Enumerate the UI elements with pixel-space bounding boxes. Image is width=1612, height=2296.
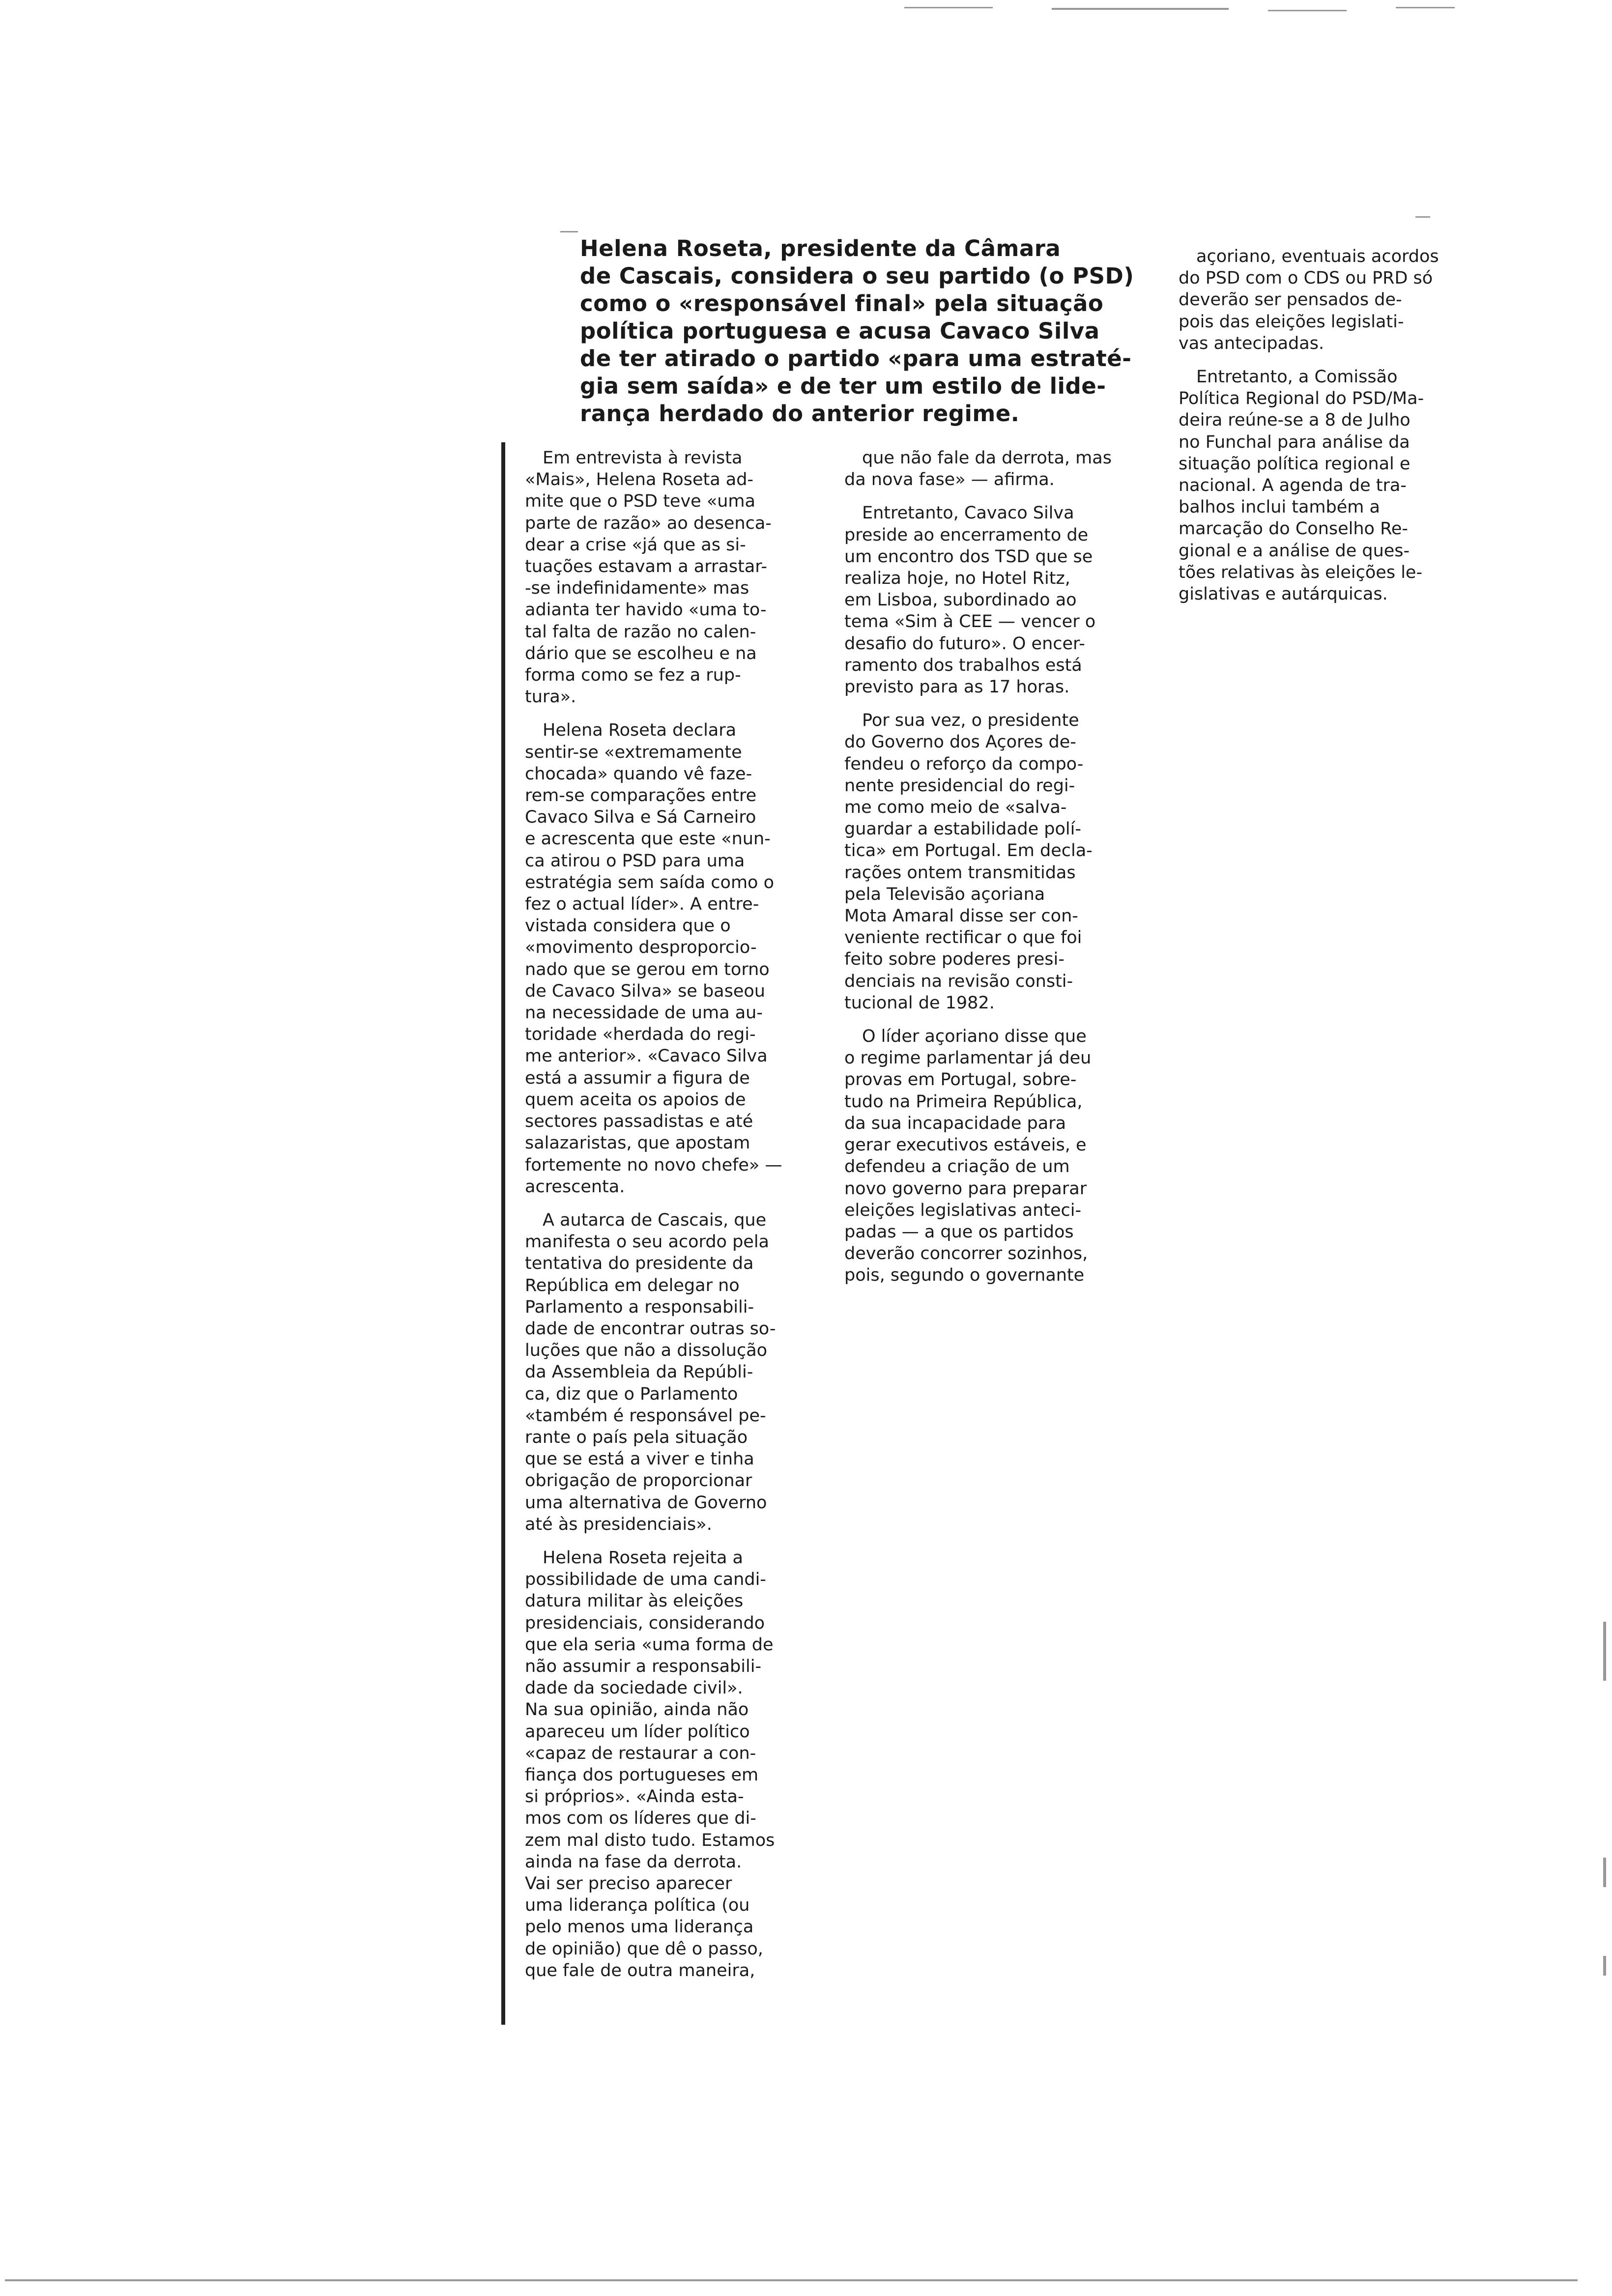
article-column-1	[525, 447, 820, 1981]
paragraph	[844, 1026, 1149, 1286]
text-line: parte de razão» ao desenca-	[525, 513, 772, 533]
text-line: vistada considera que o	[525, 916, 731, 936]
text-line: me como meio de «salva-	[844, 798, 1067, 818]
headline-line: gia sem saída» e de ter um estilo de lide-	[580, 373, 1106, 399]
text-line: possibilidade de uma candi-	[525, 1570, 766, 1590]
article-column-3	[1179, 246, 1473, 605]
text-line: tentativa do presidente da	[525, 1254, 754, 1274]
scan-noise	[5, 2279, 1578, 2281]
scan-noise	[904, 7, 993, 8]
text-line: tudo na Primeira República,	[844, 1091, 1083, 1112]
text-line: datura militar às eleições	[525, 1591, 744, 1611]
text-line: desafio do futuro». O encer-	[844, 633, 1085, 654]
text-line: Helena Roseta declara	[543, 720, 737, 741]
scan-noise	[1396, 7, 1455, 8]
text-line: zem mal disto tudo. Estamos	[525, 1830, 775, 1850]
text-line: Entretanto, a Comissão	[1196, 367, 1398, 387]
text-line: veniente rectificar o que foi	[844, 928, 1082, 948]
text-line: pois das eleições legislati-	[1179, 312, 1404, 332]
text-line: manifesta o seu acordo pela	[525, 1232, 770, 1252]
text-line: Parlamento a responsabili-	[525, 1297, 754, 1317]
text-line: dário que se escolheu e na	[525, 643, 757, 663]
text-line: guardar a estabilidade polí-	[844, 819, 1081, 839]
text-line: denciais na revisão consti-	[844, 971, 1073, 991]
text-line: rem-se comparações entre	[525, 786, 757, 806]
text-line: provas em Portugal, sobre-	[844, 1070, 1077, 1090]
paragraph	[525, 447, 820, 708]
text-line: que fale de outra maneira,	[525, 1960, 755, 1980]
text-line: balhos inclui também a	[1179, 497, 1380, 517]
paragraph	[844, 447, 1149, 490]
text-line: da nova fase» — afirma.	[844, 470, 1055, 490]
paragraph	[844, 502, 1149, 698]
text-line: e acrescenta que este «nun-	[525, 829, 771, 849]
text-line: gional e a análise de ques-	[1179, 541, 1410, 561]
text-line: Vai ser preciso aparecer	[525, 1874, 732, 1894]
text-line: salazaristas, que apostam	[525, 1133, 750, 1153]
text-line: Entretanto, Cavaco Silva	[862, 503, 1074, 523]
text-line: novo governo para preparar	[844, 1178, 1087, 1199]
text-line: -se indefinidamente» mas	[525, 578, 749, 599]
scan-noise	[1603, 1622, 1606, 1681]
headline-line: como o «responsável final» pela situação	[580, 290, 1104, 316]
text-line: O líder açoriano disse que	[862, 1027, 1087, 1047]
text-line: até às presidenciais».	[525, 1514, 712, 1534]
text-line: ca atirou o PSD para uma	[525, 851, 745, 871]
headline-line: Helena Roseta, presidente da Câmara	[580, 235, 1061, 261]
text-line: não assumir a responsabili-	[525, 1656, 762, 1676]
text-line: ca, diz que o Parlamento	[525, 1384, 738, 1404]
text-line: presidenciais, considerando	[525, 1613, 765, 1633]
text-line: luções que não a dissolução	[525, 1341, 768, 1361]
text-line: nente presidencial do regi-	[844, 775, 1075, 796]
paragraph	[525, 1209, 820, 1535]
text-line: situação política regional e	[1179, 454, 1410, 474]
text-line: forma como se fez a rup-	[525, 665, 741, 686]
text-line: realiza hoje, no Hotel Ritz,	[844, 569, 1070, 589]
paragraph	[525, 719, 820, 1197]
text-line: toridade «herdada do regi-	[525, 1025, 756, 1045]
text-line: mite que o PSD teve «uma	[525, 491, 755, 512]
text-line: de Cavaco Silva» se baseou	[525, 981, 765, 1001]
scan-noise	[1603, 1858, 1606, 1887]
text-line: que ela seria «uma forma de	[525, 1635, 774, 1655]
text-line: dade de encontrar outras so-	[525, 1319, 776, 1339]
text-line: o regime parlamentar já deu	[844, 1048, 1092, 1068]
text-line: dade da sociedade civil».	[525, 1678, 743, 1698]
text-line: si próprios». «Ainda esta-	[525, 1787, 744, 1807]
text-line: do PSD com o CDS ou PRD só	[1179, 268, 1433, 288]
scan-noise	[1268, 10, 1347, 11]
text-line: na necessidade de uma au-	[525, 1003, 763, 1023]
headline-line: de Cascais, considera o seu partido (o PSD)	[580, 263, 1134, 289]
scan-noise	[1415, 216, 1430, 218]
text-line: apareceu um líder político	[525, 1722, 750, 1742]
text-line: do Governo dos Açores de-	[844, 732, 1076, 752]
text-line: feito sobre poderes presi-	[844, 949, 1065, 970]
paragraph	[844, 710, 1149, 1014]
text-line: chocada» quando vê faze-	[525, 764, 752, 784]
headline-line: de ter atirado o partido «para uma estraté-	[580, 345, 1132, 372]
text-line: pois, segundo o governante	[844, 1265, 1085, 1286]
text-line: Mota Amaral disse ser con-	[844, 906, 1078, 926]
text-line: previsto para as 17 horas.	[844, 677, 1070, 697]
text-line: estratégia sem saída como o	[525, 872, 774, 892]
text-line: A autarca de Cascais, que	[543, 1210, 767, 1230]
text-line: nacional. A agenda de tra-	[1179, 476, 1407, 496]
text-line: ainda na fase da derrota.	[525, 1852, 742, 1872]
text-line: uma alternativa de Governo	[525, 1492, 767, 1513]
text-line: dear a crise «já que as si-	[525, 535, 746, 555]
paragraph	[525, 1547, 820, 1981]
text-line: da sua incapacidade para	[844, 1113, 1066, 1133]
text-line: adianta ter havido «uma to-	[525, 600, 767, 620]
text-line: gerar executivos estáveis, e	[844, 1135, 1087, 1155]
text-line: gislativas e autárquicas.	[1179, 584, 1388, 604]
text-line: quem aceita os apoios de	[525, 1090, 746, 1110]
text-line: padas — a que os partidos	[844, 1222, 1074, 1242]
text-line: da Assembleia da Repúbli-	[525, 1362, 753, 1382]
text-line: «também é responsável pe-	[525, 1406, 766, 1426]
text-line: «capaz de restaurar a con-	[525, 1743, 756, 1763]
text-line: defendeu a criação de um	[844, 1157, 1070, 1177]
text-line: acrescenta.	[525, 1177, 625, 1197]
text-line: tões relativas às eleições le-	[1179, 562, 1423, 582]
text-line: em Lisboa, subordinado ao	[844, 590, 1077, 610]
scan-noise	[560, 231, 578, 232]
text-line: ramento dos trabalhos está	[844, 655, 1082, 675]
text-line: uma liderança política (ou	[525, 1895, 750, 1916]
text-line: mos com os líderes que di-	[525, 1808, 756, 1829]
text-line: preside ao encerramento de	[844, 525, 1089, 545]
text-line: marcação do Conselho Re-	[1179, 519, 1408, 539]
text-line: rante o país pela situação	[525, 1427, 748, 1447]
text-line: açoriano, eventuais acordos	[1196, 247, 1439, 266]
text-line: Helena Roseta rejeita a	[543, 1548, 743, 1568]
text-line: nado que se gerou em torno	[525, 959, 770, 979]
text-line: está a assumir a figura de	[525, 1068, 750, 1088]
headline-line: política portuguesa e acusa Cavaco Silva	[580, 318, 1100, 344]
text-line: que se está a viver e tinha	[525, 1449, 754, 1469]
text-line: no Funchal para análise da	[1179, 432, 1410, 452]
paragraph	[1179, 246, 1473, 354]
headline-line: rança herdado do anterior regime.	[580, 401, 1020, 427]
text-line: tuações estavam a arrastar-	[525, 557, 768, 577]
text-line: tucional de 1982.	[844, 993, 995, 1013]
text-line: vas antecipadas.	[1179, 333, 1324, 353]
text-line: tema «Sim à CEE — vencer o	[844, 612, 1096, 632]
text-line: que não fale da derrota, mas	[862, 448, 1112, 468]
text-line: deverão ser pensados de-	[1179, 290, 1402, 310]
text-line: Por sua vez, o presidente	[862, 711, 1079, 731]
text-line: fez o actual líder». A entre-	[525, 894, 759, 915]
text-line: Na sua opinião, ainda não	[525, 1700, 749, 1720]
text-line: fendeu o reforço da compo-	[844, 754, 1084, 774]
text-line: tal falta de razão no calen-	[525, 622, 756, 642]
text-line: «Mais», Helena Roseta ad-	[525, 470, 754, 490]
scan-noise	[1603, 1956, 1606, 1976]
text-line: rações ontem transmitidas	[844, 862, 1076, 883]
text-line: me anterior». «Cavaco Silva	[525, 1046, 768, 1066]
text-line: um encontro dos TSD que se	[844, 546, 1093, 567]
text-line: Cavaco Silva e Sá Carneiro	[525, 807, 756, 828]
text-line: pela Televisão açoriana	[844, 884, 1045, 904]
text-line: sectores passadistas e até	[525, 1112, 753, 1132]
text-line: República em delegar no	[525, 1275, 740, 1295]
text-line: obrigação de proporcionar	[525, 1471, 752, 1491]
scan-noise	[1052, 8, 1229, 10]
text-line: Política Regional do PSD/Ma-	[1179, 389, 1424, 409]
text-line: de opinião) que dê o passo,	[525, 1939, 763, 1959]
text-line: deverão concorrer sozinhos,	[844, 1244, 1088, 1264]
text-line: «movimento desproporcio-	[525, 938, 757, 958]
text-line: tica» em Portugal. Em decla-	[844, 841, 1093, 861]
text-line: sentir-se «extremamente	[525, 742, 742, 762]
paragraph	[1179, 366, 1473, 605]
text-line: tura».	[525, 687, 576, 707]
text-line: deira reúne-se a 8 de Julho	[1179, 410, 1410, 430]
text-line: fortemente no novo chefe» —	[525, 1155, 782, 1175]
article-column-2	[844, 447, 1149, 1287]
text-line: Em entrevista à revista	[543, 448, 743, 468]
text-line: eleições legislativas anteci-	[844, 1200, 1082, 1220]
column-rule	[501, 442, 505, 2025]
article-headline	[580, 235, 1155, 428]
text-line: fiança dos portugueses em	[525, 1765, 759, 1785]
text-line: pelo menos uma liderança	[525, 1917, 754, 1937]
